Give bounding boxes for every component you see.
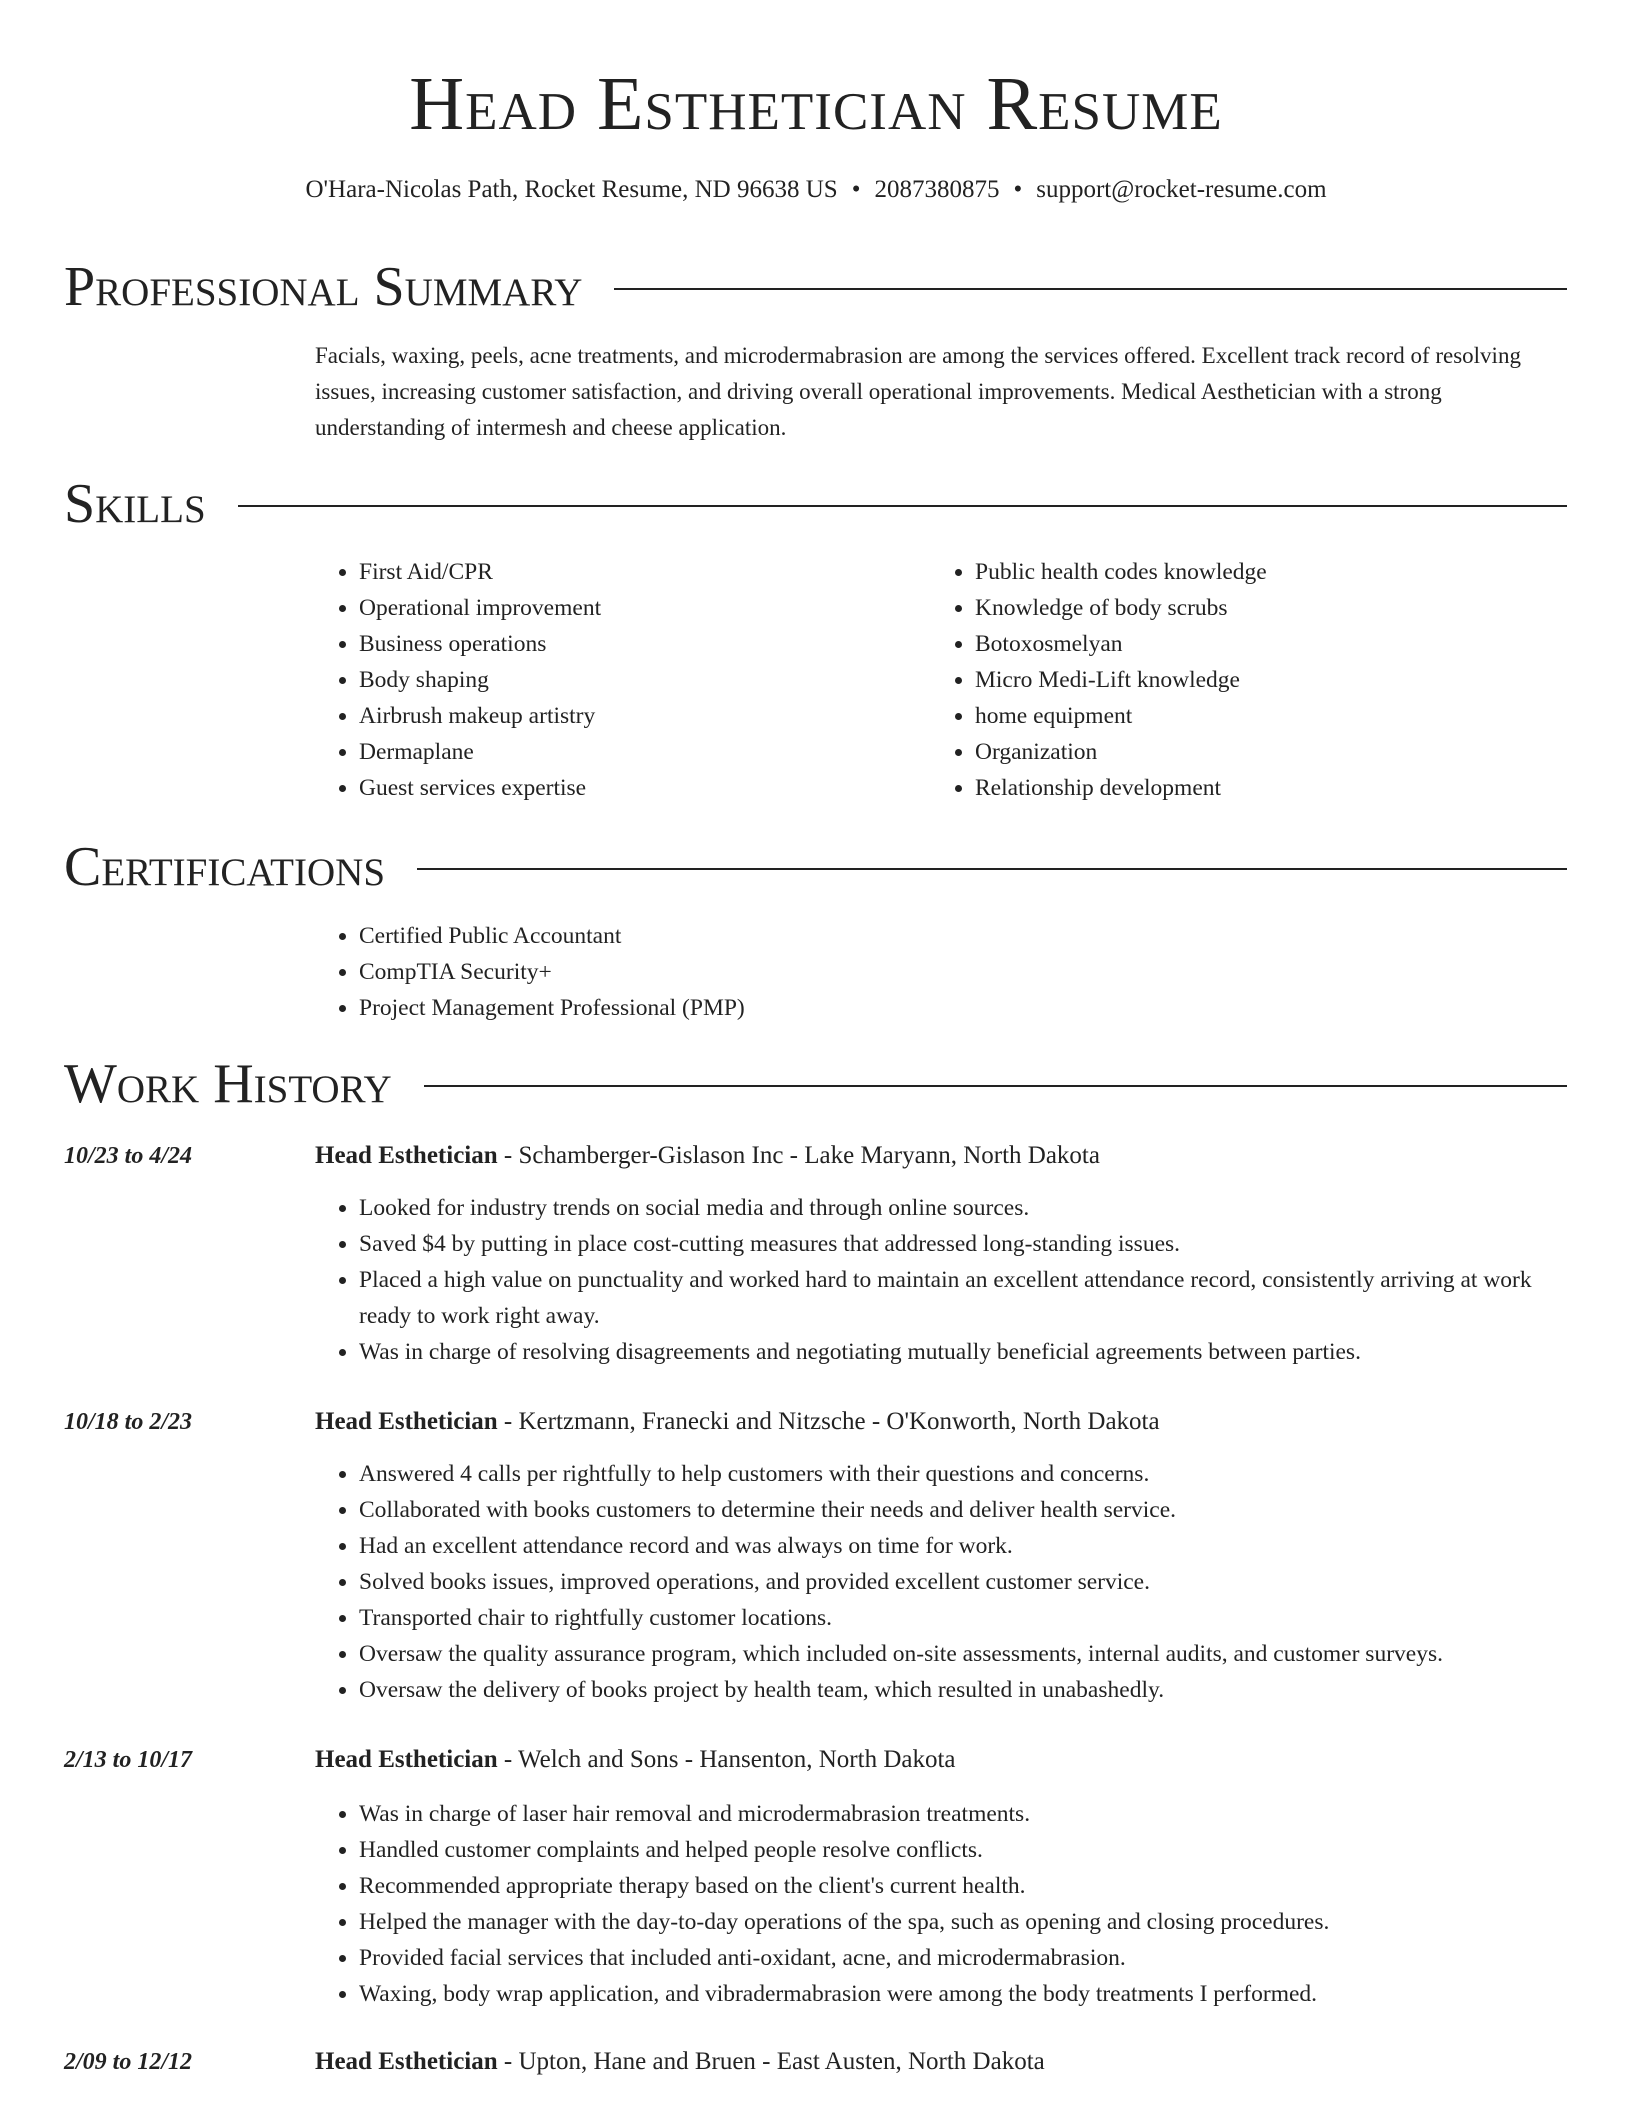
- job-title: Head Esthetician: [315, 1408, 498, 1435]
- skills-column-left: [315, 554, 915, 806]
- job-bullet-list: [315, 1796, 1567, 2012]
- section-divider: [238, 505, 1567, 507]
- job-heading: [315, 1404, 1567, 1440]
- certifications-list: [315, 918, 1567, 1026]
- job-dates: 10/18 to 2/23: [64, 1409, 193, 1435]
- skill-item: • First Aid/CPR: [359, 554, 915, 590]
- skill-item: • Botoxosmelyan: [975, 626, 1531, 662]
- job-employer: - Welch and Sons - Hansenton, North Dakota: [497, 1746, 956, 1773]
- job-employer: - Upton, Hane and Bruen - East Austen, North Dakota: [497, 2048, 1045, 2075]
- job-bullets: [315, 1190, 1567, 1370]
- contact-separator: •: [851, 176, 861, 203]
- job-heading: [315, 2044, 1567, 2080]
- job-heading: [315, 1138, 1567, 1174]
- job-bullet: • Solved books issues, improved operations, and provided excellent customer service.: [359, 1564, 1567, 1600]
- skill-item: • Micro Medi-Lift knowledge: [975, 662, 1531, 698]
- skill-item: • Public health codes knowledge: [975, 554, 1531, 590]
- job-bullet: • Had an excellent attendance record and was always on time for work.: [359, 1528, 1567, 1564]
- job-title: Head Esthetician: [315, 1746, 498, 1773]
- job-bullet-list: [315, 1456, 1567, 1708]
- skills-list: [315, 554, 915, 806]
- skill-item: • Dermaplane: [359, 734, 915, 770]
- section-title: Skills: [64, 473, 206, 535]
- skill-item: • Operational improvement: [359, 590, 915, 626]
- skills-column-right: [931, 554, 1531, 806]
- certification-item: • CompTIA Security+: [359, 954, 1567, 990]
- skill-item: • home equipment: [975, 698, 1531, 734]
- skill-item: • Guest services expertise: [359, 770, 915, 806]
- skill-item: • Relationship development: [975, 770, 1531, 806]
- certifications-block: [315, 918, 1567, 1026]
- contact-line: [0, 174, 1632, 206]
- skills-list: [931, 554, 1531, 806]
- certification-item: • Certified Public Accountant: [359, 918, 1567, 954]
- page-title: Head Esthetician Resume: [409, 62, 1223, 146]
- skill-item: • Body shaping: [359, 662, 915, 698]
- job-bullet: • Waxing, body wrap application, and vibradermabrasion were among the body treatments I performed.: [359, 1976, 1567, 2012]
- section-divider: [417, 868, 1567, 870]
- section-header-skills: [64, 472, 1567, 536]
- job-heading: [315, 1742, 1567, 1778]
- section-divider: [614, 288, 1567, 290]
- job-employer: - Schamberger-Gislason Inc - Lake Maryann, North Dakota: [497, 1142, 1100, 1169]
- job-bullet: • Placed a high value on punctuality and worked hard to maintain an excellent attendance record, consistently arriving at work ready to work right away.: [359, 1262, 1567, 1334]
- job-bullet: • Answered 4 calls per rightfully to help customers with their questions and concerns.: [359, 1456, 1567, 1492]
- job-bullets: [315, 1796, 1567, 2012]
- section-title: Certifications: [64, 836, 386, 898]
- contact-separator: •: [1013, 176, 1023, 203]
- skill-item: • Airbrush makeup artistry: [359, 698, 915, 734]
- section-header-summary: [64, 255, 1567, 319]
- contact-address: O'Hara-Nicolas Path, Rocket Resume, ND 96638 US: [305, 176, 838, 203]
- job-bullet: • Oversaw the delivery of books project by health team, which resulted in unabashedly.: [359, 1672, 1567, 1708]
- job-bullet: • Was in charge of laser hair removal and microdermabrasion treatments.: [359, 1796, 1567, 1832]
- job-bullet: • Looked for industry trends on social media and through online sources.: [359, 1190, 1567, 1226]
- job-bullet: • Helped the manager with the day-to-day operations of the spa, such as opening and closing procedures.: [359, 1904, 1567, 1940]
- job-bullet: • Oversaw the quality assurance program, which included on-site assessments, internal audits, and customer surveys.: [359, 1636, 1567, 1672]
- job-bullet: • Was in charge of resolving disagreements and negotiating mutually beneficial agreements between parties.: [359, 1334, 1567, 1370]
- contact-phone: 2087380875: [874, 176, 1000, 203]
- skill-item: • Knowledge of body scrubs: [975, 590, 1531, 626]
- job-bullets: [315, 1456, 1567, 1708]
- job-bullet: • Transported chair to rightfully customer locations.: [359, 1600, 1567, 1636]
- job-employer: - Kertzmann, Franecki and Nitzsche - O'Konworth, North Dakota: [497, 1408, 1160, 1435]
- job-title: Head Esthetician: [315, 1142, 498, 1169]
- job-bullet: • Collaborated with books customers to determine their needs and deliver health service.: [359, 1492, 1567, 1528]
- section-header-certifications: [64, 835, 1567, 899]
- job-dates: 10/23 to 4/24: [64, 1143, 193, 1169]
- job-bullet: • Provided facial services that included anti-oxidant, acne, and microdermabrasion.: [359, 1940, 1567, 1976]
- section-title: Professional Summary: [64, 256, 583, 318]
- job-bullet: • Saved $4 by putting in place cost-cutting measures that addressed long-standing issues.: [359, 1226, 1567, 1262]
- job-bullet: • Recommended appropriate therapy based on the client's current health.: [359, 1868, 1567, 1904]
- contact-email[interactable]: support@rocket-resume.com: [1036, 176, 1327, 203]
- section-title: Work History: [64, 1053, 392, 1115]
- summary-text: Facials, waxing, peels, acne treatments, and microdermabrasion are among the services offered. Excellent track record of resolving issues, increasing customer satisfaction, and driving overall operational improvements. Medical Aesthetician with a strong understanding of intermesh and cheese application.: [315, 343, 1521, 440]
- skill-item: • Business operations: [359, 626, 915, 662]
- skill-item: • Organization: [975, 734, 1531, 770]
- section-header-work-history: [64, 1052, 1567, 1116]
- job-bullet-list: [315, 1190, 1567, 1370]
- job-title: Head Esthetician: [315, 2048, 498, 2075]
- job-dates: 2/09 to 12/12: [64, 2049, 193, 2075]
- job-bullet: • Handled customer complaints and helped people resolve conflicts.: [359, 1832, 1567, 1868]
- section-divider: [424, 1085, 1567, 1087]
- job-dates: 2/13 to 10/17: [64, 1747, 193, 1773]
- certification-item: • Project Management Professional (PMP): [359, 990, 1567, 1026]
